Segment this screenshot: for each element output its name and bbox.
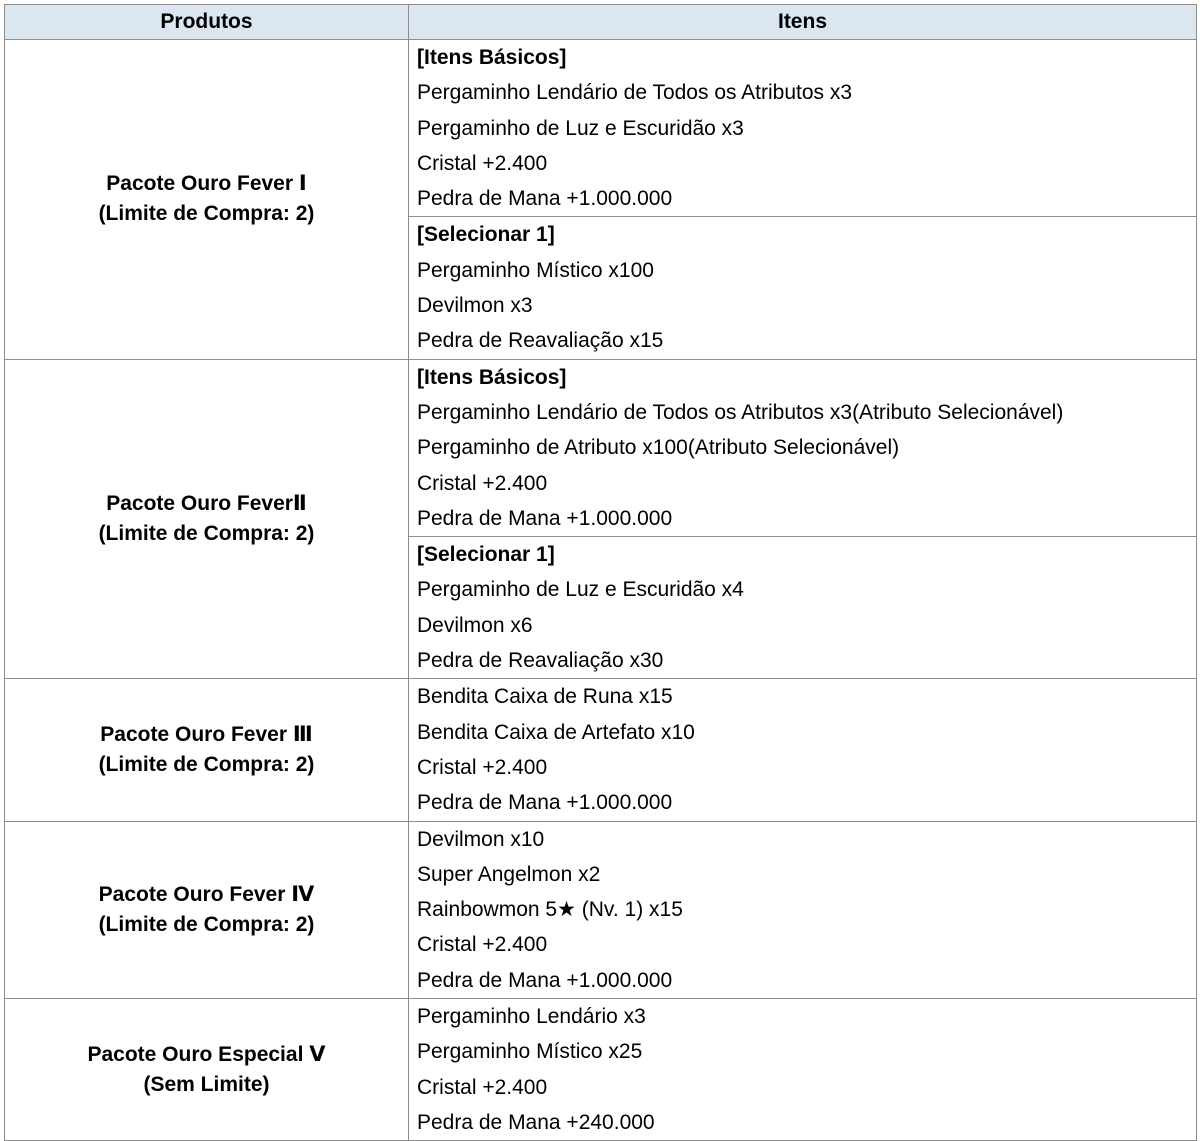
- list-item: Super Angelmon x2: [417, 862, 601, 886]
- table-row: [5, 359, 1197, 536]
- list-item: Pedra de Mana +1.000.000: [417, 187, 673, 211]
- items-group-select: [409, 217, 1197, 359]
- list-item: Pedra de Mana +240.000: [417, 1110, 655, 1134]
- table-header-row: [5, 5, 1197, 40]
- list-item: Cristal +2.400: [417, 151, 548, 175]
- list-item: Bendita Caixa de Artefato x10: [417, 720, 695, 744]
- items-group: [409, 821, 1197, 998]
- product-name: Pacote Ouro Fever Ⅳ: [98, 882, 315, 906]
- items-group: [409, 679, 1197, 821]
- group-title: [Selecionar 1]: [417, 543, 555, 567]
- product-cell: [5, 359, 409, 679]
- table-row: [5, 679, 1197, 821]
- group-title: [Selecionar 1]: [417, 223, 555, 247]
- list-item: Cristal +2.400: [417, 471, 548, 495]
- product-name: Pacote Ouro Fever Ⅰ: [106, 172, 307, 196]
- list-item: Pedra de Reavaliação x15: [417, 329, 664, 353]
- list-item: Pergaminho Lendário de Todos os Atributos x3(Atributo Selecionável): [417, 400, 1064, 424]
- product-limit: (Limite de Compra: 2): [98, 912, 315, 936]
- list-item: Pergaminho de Atributo x100(Atributo Selecionável): [417, 436, 900, 460]
- product-cell: [5, 40, 409, 360]
- product-limit: (Limite de Compra: 2): [98, 202, 315, 226]
- product-limit: (Limite de Compra: 2): [98, 522, 315, 545]
- list-item: Devilmon x10: [417, 827, 545, 851]
- product-cell: [5, 821, 409, 998]
- product-name: Pacote Ouro Fever Ⅲ: [100, 722, 313, 746]
- group-title: [Itens Básicos]: [417, 365, 567, 389]
- list-item: Pedra de Mana +1.000.000: [417, 791, 673, 815]
- list-item: Pedra de Mana +1.000.000: [417, 506, 673, 530]
- group-title: [Itens Básicos]: [417, 46, 567, 69]
- table-row: [5, 40, 1197, 217]
- list-item: Pedra de Reavaliação x30: [417, 649, 664, 673]
- header-products: Produtos: [5, 5, 409, 40]
- product-name: Pacote Ouro FeverⅡ: [106, 492, 307, 515]
- list-item: Rainbowmon 5★ (Nv. 1) x15: [417, 898, 683, 922]
- list-item: Pergaminho Lendário x3: [417, 1005, 646, 1029]
- list-item: Devilmon x3: [417, 294, 533, 318]
- items-group-basic: [409, 359, 1197, 536]
- list-item: Cristal +2.400: [417, 1075, 548, 1099]
- list-item: Bendita Caixa de Runa x15: [417, 685, 673, 709]
- table-row: [5, 821, 1197, 998]
- list-item: Cristal +2.400: [417, 755, 548, 779]
- list-item: Devilmon x6: [417, 613, 533, 637]
- table-row: [5, 999, 1197, 1141]
- list-item: Pergaminho Místico x25: [417, 1040, 643, 1064]
- header-items: Itens: [409, 5, 1197, 40]
- package-table-container: [4, 4, 1196, 1141]
- list-item: Cristal +2.400: [417, 933, 548, 957]
- list-item: Pergaminho de Luz e Escuridão x4: [417, 578, 744, 602]
- product-cell: [5, 679, 409, 821]
- product-cell: [5, 999, 409, 1141]
- list-item: Pedra de Mana +1.000.000: [417, 968, 673, 992]
- list-item: Pergaminho de Luz e Escuridão x3: [417, 116, 744, 140]
- items-group: [409, 999, 1197, 1141]
- items-group-select: [409, 537, 1197, 679]
- list-item: Pergaminho Místico x100: [417, 258, 654, 282]
- package-table: [4, 4, 1197, 1141]
- product-name: Pacote Ouro Especial Ⅴ: [87, 1042, 326, 1066]
- items-group-basic: [409, 40, 1197, 217]
- list-item: Pergaminho Lendário de Todos os Atributos x3: [417, 81, 853, 105]
- product-limit: (Sem Limite): [143, 1072, 270, 1096]
- product-limit: (Limite de Compra: 2): [98, 752, 315, 776]
